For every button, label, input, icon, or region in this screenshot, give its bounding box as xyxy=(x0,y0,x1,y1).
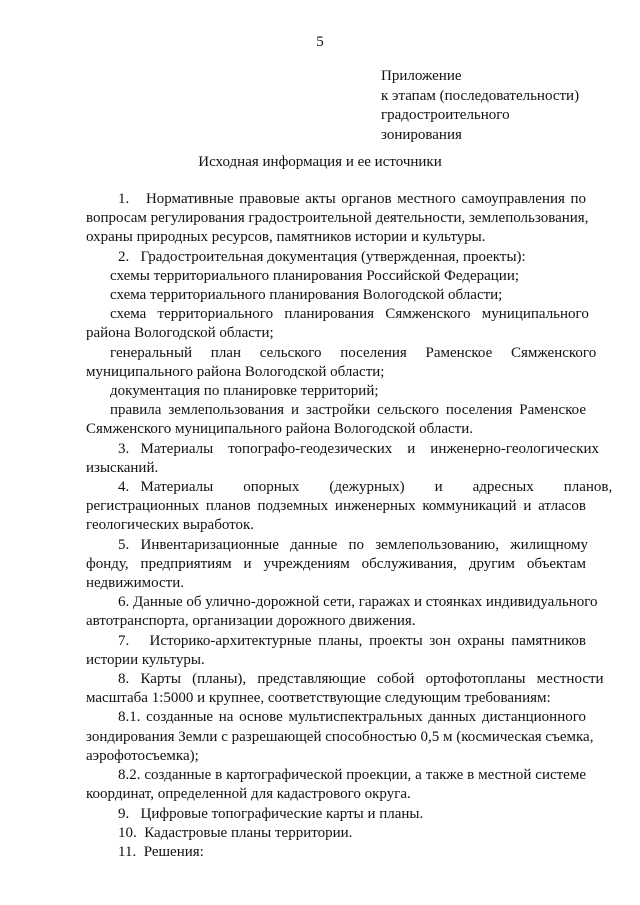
text-line: масштаба 1:5000 и крупнее, соответствующие следующим требованиям: xyxy=(86,690,551,707)
text-line: 8.2. созданные в картографической проекции, а также в местной системе xyxy=(118,767,586,784)
text-line: зондирования Земли с разрешающей способностью 0,5 м (космическая съемка, xyxy=(86,728,594,745)
text-line: 3. Материалы топографо-геодезических и инженерно-геологических xyxy=(118,440,600,457)
document-title: Исходная информация и ее источники xyxy=(198,154,442,170)
text-line: координат, определенной для кадастрового округа. xyxy=(86,786,411,803)
text-line: схема территориального планирования Сямженского муниципального xyxy=(110,306,589,323)
text-line: изысканий. xyxy=(86,459,159,476)
appendix-line-2: к этапам (последовательности) xyxy=(381,87,580,104)
text-line: 9. Цифровые топографические карты и планы. xyxy=(118,805,424,822)
text-line: автотранспорта, организации дорожного движения. xyxy=(86,613,416,630)
text-line: недвижимости. xyxy=(86,575,184,592)
text-line: вопросам регулирования градостроительной деятельности, землепользования, xyxy=(86,210,589,227)
text-line: 5. Инвентаризационные данные по землепользованию, жилищному xyxy=(118,536,588,553)
text-line: правила землепользования и застройки сельского поселения Раменское xyxy=(110,402,586,419)
document-body xyxy=(86,190,613,862)
text-line: 11. Решения: xyxy=(118,843,204,860)
text-line: муниципального района Вологодской области; xyxy=(86,363,385,380)
text-line: схема территориального планирования Вологодской области; xyxy=(110,287,503,304)
text-line: Сямженского муниципального района Вологодской области. xyxy=(86,421,474,438)
text-line: охраны природных ресурсов, памятников истории и культуры. xyxy=(86,229,486,246)
text-line: документация по планировке территорий; xyxy=(110,383,379,400)
appendix-line-4: зонирования xyxy=(381,126,462,143)
text-line: 10. Кадастровые планы территории. xyxy=(118,824,353,841)
text-line: фонду, предприятиям и учреждениям обслуживания, другим объектам xyxy=(86,555,586,572)
page-number: 5 xyxy=(316,34,324,50)
text-line: 8.1. созданные на основе мультиспектральных данных дистанционного xyxy=(118,709,586,726)
appendix-line-1: Приложение xyxy=(381,68,462,84)
text-line: 1. Нормативные правовые акты органов местного самоуправления по xyxy=(118,191,586,207)
text-line: аэрофотосъемка); xyxy=(86,747,199,764)
text-line: истории культуры. xyxy=(86,651,205,668)
appendix-block xyxy=(381,67,579,145)
text-line: 7. Историко-архитектурные планы, проекты зон охраны памятников xyxy=(118,632,586,649)
text-line: геологических выработок. xyxy=(86,517,255,534)
text-line: генеральный план сельского поселения Раменское Сямженского xyxy=(110,344,597,361)
text-line: 6. Данные об улично-дорожной сети, гаражах и стоянках индивидуального xyxy=(118,594,598,611)
text-line: 8. Карты (планы), представляющие собой ортофотопланы местности xyxy=(118,671,604,688)
text-line: 2. Градостроительная документация (утвержденная, проекты): xyxy=(118,248,526,265)
text-line: регистрационных планов подземных инженерных коммуникаций и атласов xyxy=(86,498,586,515)
text-line: схемы территориального планирования Российской Федерации; xyxy=(110,267,520,284)
text-line: района Вологодской области; xyxy=(86,325,274,342)
appendix-line-3: градостроительного xyxy=(381,107,510,123)
text-line: 4. Материалы опорных (дежурных) и адресных планов, xyxy=(118,479,613,496)
